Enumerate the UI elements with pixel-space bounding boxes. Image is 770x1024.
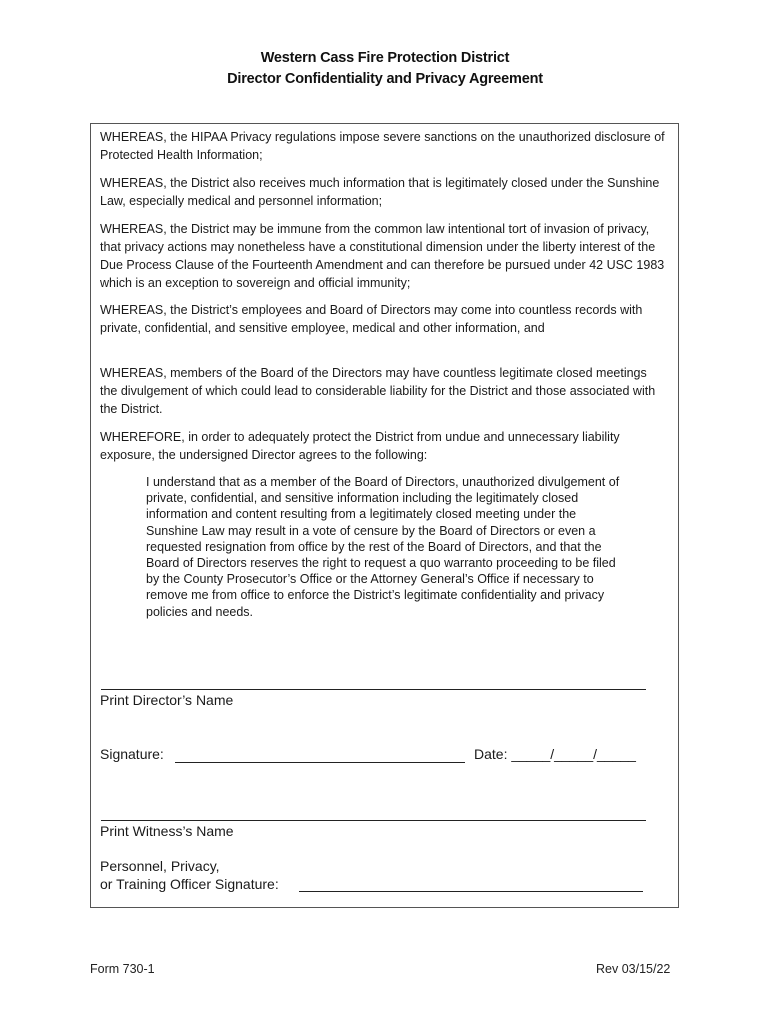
witness-name-label: Print Witness’s Name <box>100 823 234 839</box>
whereas-hipaa: WHEREAS, the HIPAA Privacy regulations impose severe sanctions on the unauthorized disclosure of Protected Health Information; <box>100 130 665 162</box>
officer-label-line2: or Training Officer Signature: <box>100 876 279 892</box>
whereas-sunshine: WHEREAS, the District also receives much information that is legitimately closed under the Sunshine Law, especially medical and personnel information; <box>100 176 660 208</box>
director-name-label: Print Director’s Name <box>100 692 234 708</box>
signature-label: Signature: <box>100 746 164 762</box>
date-field[interactable]: Date: _____/_____/_____ <box>474 746 636 762</box>
officer-signature-line[interactable] <box>299 891 643 892</box>
signature-line[interactable] <box>175 762 465 763</box>
agreement-statement: I understand that as a member of the Board of Directors, unauthorized divulgement of private, confidential, and sensitive information including the legitimately closed information and content resulting from a legitimately closed meeting under the Sunshine Law may result in a vote of censure by the Board of Directors or even a requested resignation from office by the rest of the Board of Directors, and that the Board of Directors reserves the right to request a quo warranto proceeding to be filed by the County Prosecutor’s Office or the Attorney General’s Office if necessary to remove me from office to enforce the District’s legitimate confidentiality and privacy policies and needs. <box>146 475 620 619</box>
witness-name-line[interactable] <box>101 820 646 821</box>
director-name-line[interactable] <box>101 689 646 690</box>
agreement-box <box>90 123 679 908</box>
whereas-immunity: WHEREAS, the District may be immune from the common law intentional tort of invasion of privacy, that privacy actions may nonetheless have a constitutional dimension under the liberty interest of the Due Process Clause of the Fourteenth Amendment and can therefore be pursued under 42 USC 1983 which is an exception to sovereign and official immunity; <box>100 222 665 290</box>
whereas-records: WHEREAS, the District’s employees and Board of Directors may come into countless records with private, confidential, and sensitive employee, medical and other information, and <box>100 303 643 335</box>
document-subtitle: Director Confidentiality and Privacy Agreement <box>227 71 543 87</box>
form-number: Form 730-1 <box>90 962 155 976</box>
whereas-meetings: WHEREAS, members of the Board of the Directors may have countless legitimate closed meetings the divulgement of which could lead to considerable liability for the District and those associated with the District. <box>100 366 656 416</box>
document-title: Western Cass Fire Protection District <box>260 50 510 66</box>
revision-date: Rev 03/15/22 <box>596 962 671 976</box>
wherefore-clause: WHEREFORE, in order to adequately protect the District from undue and unnecessary liability exposure, the undersigned Director agrees to the following: <box>100 430 620 462</box>
officer-label-line1: Personnel, Privacy, <box>100 858 220 874</box>
